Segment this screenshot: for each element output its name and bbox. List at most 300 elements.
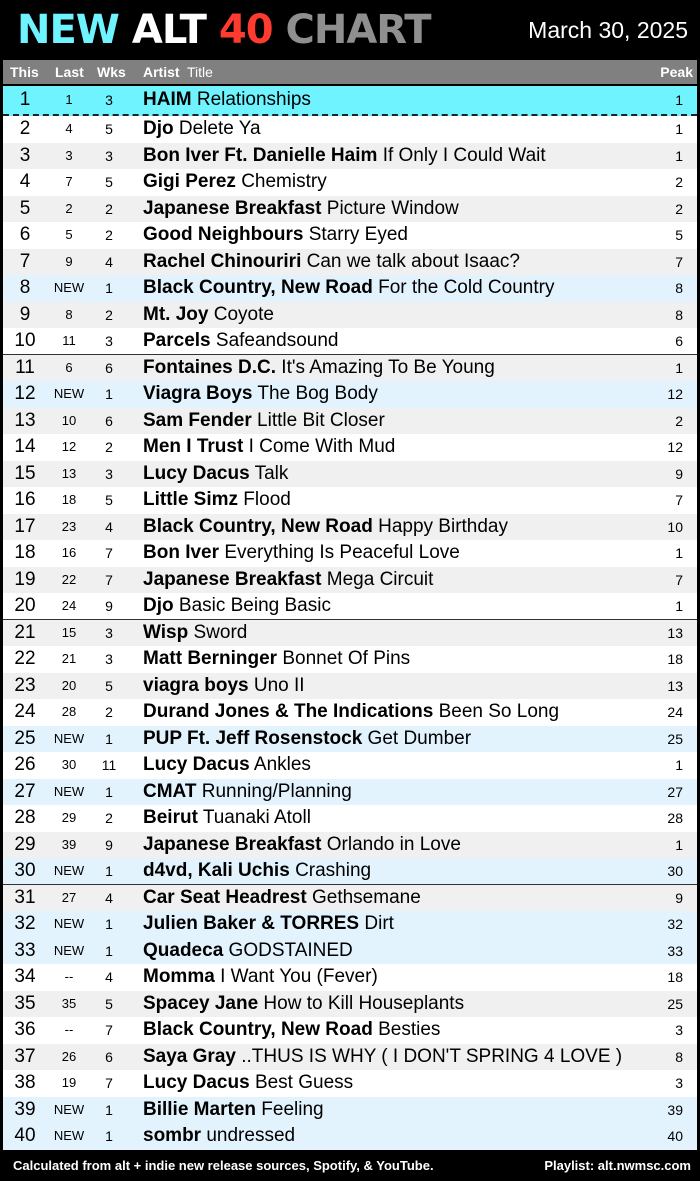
- footnote: Calculated from alt + indie new release sources, Spotify, & YouTube.: [13, 1158, 434, 1173]
- chart-footer: [0, 1150, 700, 1181]
- peak-position: 25: [667, 730, 683, 747]
- peak-position: 39: [667, 1101, 683, 1118]
- song: [143, 805, 311, 831]
- peak-position: 3: [675, 1075, 683, 1091]
- rank-last: 19: [61, 1075, 77, 1090]
- song: [143, 222, 408, 248]
- rank-last: 28: [61, 704, 77, 719]
- weeks-on-chart: 7: [105, 571, 113, 588]
- playlist-link[interactable]: Playlist: alt.nwmsc.com: [544, 1158, 691, 1173]
- rank-this: 16: [14, 489, 36, 510]
- peak-position: 9: [675, 889, 683, 906]
- song: [143, 355, 495, 381]
- song-title: Besties: [378, 1019, 441, 1040]
- weeks-on-chart: 3: [105, 333, 113, 349]
- artist-name: Little Simz: [143, 489, 239, 510]
- song-title: Coyote: [213, 303, 274, 325]
- rank-this: 9: [19, 303, 31, 325]
- rank-last: NEW: [53, 863, 85, 878]
- artist-name: Fontaines D.C.: [143, 356, 277, 378]
- song: [143, 86, 311, 114]
- artist-name: d4vd, Kali Uchis: [143, 860, 290, 881]
- rank-this: 10: [14, 330, 36, 351]
- weeks-on-chart: 3: [105, 92, 113, 108]
- rank-last: 22: [61, 571, 77, 587]
- song: [143, 461, 288, 487]
- table-row: [3, 381, 697, 408]
- artist-name: Mt. Joy: [143, 303, 209, 325]
- weeks-on-chart: 11: [101, 757, 117, 773]
- weeks-on-chart: 7: [105, 545, 113, 561]
- weeks-on-chart: 1: [105, 783, 113, 800]
- table-row: [3, 832, 697, 859]
- rank-last: NEW: [53, 1128, 85, 1143]
- rank-last: 5: [65, 227, 73, 242]
- rank-this: 39: [14, 1098, 36, 1120]
- title-word-chart: CHART: [285, 7, 431, 53]
- rank-this: 31: [14, 886, 36, 908]
- rank-this: 25: [14, 727, 36, 749]
- column-title: Title: [187, 64, 213, 80]
- peak-position: 7: [675, 571, 683, 588]
- artist-name: PUP Ft. Jeff Rosenstock: [143, 727, 363, 749]
- song-title: Ankles: [253, 754, 311, 775]
- peak-position: 3: [675, 1022, 683, 1038]
- peak-position: 1: [675, 147, 683, 164]
- rank-last: NEW: [53, 1101, 85, 1117]
- rank-last: 12: [61, 439, 77, 454]
- song: [143, 1070, 353, 1096]
- table-row: [3, 1070, 697, 1097]
- artist-name: HAIM: [143, 89, 192, 110]
- rank-last: --: [64, 1022, 74, 1037]
- table-row: [3, 991, 697, 1018]
- rank-this: 36: [14, 1019, 36, 1040]
- song-title: Mega Circuit: [326, 568, 434, 590]
- peak-position: 7: [675, 492, 683, 508]
- song-title: The Bog Body: [257, 383, 378, 404]
- song-title: Gethsemane: [311, 886, 421, 908]
- song-title: How to Kill Houseplants: [263, 992, 465, 1014]
- song: [143, 779, 352, 805]
- table-row: [3, 858, 697, 885]
- artist-name: Japanese Breakfast: [143, 833, 322, 855]
- artist-name: Durand Jones & The Indications: [143, 701, 434, 722]
- rank-last: 29: [61, 810, 77, 825]
- column-this: This: [10, 64, 39, 80]
- table-row: [3, 752, 697, 779]
- column-artist: Artist: [143, 64, 180, 80]
- peak-position: 1: [675, 836, 683, 853]
- artist-name: Billie Marten: [143, 1098, 256, 1120]
- rank-last: NEW: [53, 386, 85, 401]
- chart-title: [17, 6, 431, 54]
- song: [143, 699, 559, 725]
- artist-name: Saya Gray: [143, 1045, 236, 1067]
- weeks-on-chart: 1: [105, 730, 113, 747]
- rank-last: 6: [65, 359, 73, 375]
- rank-last: 24: [61, 598, 77, 613]
- song-title: Basic Being Basic: [178, 595, 331, 616]
- artist-name: Sam Fender: [143, 409, 252, 431]
- peak-position: 18: [667, 969, 683, 985]
- rank-last: 9: [65, 253, 73, 269]
- rank-this: 29: [14, 833, 36, 855]
- table-row: [3, 1017, 697, 1044]
- table-row: [3, 328, 697, 355]
- table-row: [3, 355, 697, 382]
- song: [143, 408, 385, 434]
- table-row: [3, 964, 697, 991]
- rank-last: 39: [61, 836, 77, 852]
- column-header-row: [3, 60, 697, 84]
- rank-this: 15: [14, 462, 36, 484]
- table-row: [3, 540, 697, 567]
- peak-position: 13: [667, 677, 683, 694]
- song: [143, 832, 461, 858]
- table-row: [3, 885, 697, 912]
- peak-position: 1: [675, 598, 683, 614]
- table-row: [3, 699, 697, 726]
- song-title: GODSTAINED: [228, 939, 353, 961]
- table-row: [3, 461, 697, 488]
- rank-last: 30: [61, 757, 77, 772]
- song: [143, 964, 378, 990]
- artist-name: Beirut: [143, 807, 198, 828]
- peak-position: 13: [667, 624, 683, 641]
- song: [143, 991, 464, 1017]
- song-title: Get Dumber: [367, 727, 472, 749]
- rank-this: 26: [14, 754, 36, 775]
- song: [143, 434, 395, 460]
- song-title: ..THUS IS WHY ( I DON'T SPRING 4 LOVE ): [241, 1045, 623, 1067]
- song-title: Little Bit Closer: [257, 409, 385, 431]
- rank-this: 4: [19, 171, 31, 192]
- rank-last: 21: [61, 651, 77, 666]
- peak-position: 8: [675, 280, 683, 296]
- song: [143, 487, 291, 513]
- artist-name: Parcels: [143, 330, 211, 351]
- song-title: Can we talk about Isaac?: [306, 250, 520, 272]
- artist-name: Bon Iver: [143, 542, 220, 563]
- weeks-on-chart: 1: [105, 1101, 113, 1118]
- song: [143, 1044, 622, 1070]
- song-title: I Want You (Fever): [220, 966, 378, 987]
- table-row: [3, 1044, 697, 1071]
- artist-name: viagra boys: [143, 674, 249, 696]
- table-row: [3, 620, 697, 647]
- weeks-on-chart: 1: [105, 280, 113, 296]
- weeks-on-chart: 7: [105, 1075, 113, 1091]
- artist-name: Lucy Dacus: [143, 1072, 250, 1093]
- rank-this: 14: [14, 436, 36, 457]
- weeks-on-chart: 1: [105, 916, 113, 932]
- table-row: [3, 938, 697, 965]
- chart-table: [3, 86, 697, 1150]
- artist-name: Good Neighbours: [143, 224, 304, 245]
- weeks-on-chart: 2: [105, 439, 113, 455]
- song: [143, 1097, 324, 1123]
- song-title: Bonnet Of Pins: [282, 648, 411, 669]
- song: [143, 620, 247, 646]
- rank-this: 23: [14, 674, 36, 696]
- artist-name: Japanese Breakfast: [143, 197, 322, 219]
- rank-this: 13: [14, 409, 36, 431]
- peak-position: 9: [675, 465, 683, 482]
- table-row: [3, 222, 697, 249]
- song: [143, 514, 508, 540]
- artist-name: CMAT: [143, 780, 197, 802]
- table-row: [3, 116, 697, 143]
- rank-last: 26: [61, 1048, 77, 1064]
- rank-this: 40: [14, 1125, 36, 1146]
- table-row: [3, 86, 697, 116]
- rank-last: 35: [61, 995, 77, 1011]
- artist-name: Lucy Dacus: [143, 754, 250, 775]
- rank-this: 2: [19, 118, 31, 139]
- weeks-on-chart: 4: [105, 518, 113, 535]
- table-row: [3, 514, 697, 541]
- song-title: Running/Planning: [201, 780, 352, 802]
- rank-last: 23: [61, 518, 77, 534]
- weeks-on-chart: 3: [105, 651, 113, 667]
- weeks-on-chart: 5: [105, 121, 113, 137]
- artist-name: Julien Baker & TORRES: [143, 913, 360, 934]
- song: [143, 858, 371, 884]
- rank-this: 34: [14, 966, 36, 987]
- chart-date: March 30, 2025: [528, 17, 688, 43]
- peak-position: 1: [675, 92, 683, 108]
- song-title: For the Cold Country: [378, 277, 555, 298]
- weeks-on-chart: 5: [105, 174, 113, 190]
- rank-last: NEW: [53, 916, 85, 931]
- song-title: Starry Eyed: [308, 224, 408, 245]
- rank-this: 19: [14, 568, 36, 590]
- table-row: [3, 196, 697, 223]
- peak-position: 33: [667, 942, 683, 959]
- song-title: Safeandsound: [215, 330, 339, 351]
- peak-position: 1: [675, 757, 683, 773]
- artist-name: Car Seat Headrest: [143, 886, 307, 908]
- rank-this: 12: [14, 383, 36, 404]
- song-title: Picture Window: [326, 197, 459, 219]
- title-word-alt: ALT: [131, 7, 206, 53]
- weeks-on-chart: 4: [105, 969, 113, 985]
- song-title: I Come With Mud: [248, 436, 396, 457]
- peak-position: 32: [667, 916, 683, 932]
- peak-position: 27: [667, 783, 683, 800]
- song: [143, 726, 471, 752]
- table-row: [3, 275, 697, 302]
- song-title: It's Amazing To Be Young: [281, 356, 495, 378]
- song-title: Happy Birthday: [378, 515, 508, 537]
- rank-this: 28: [14, 807, 36, 828]
- table-row: [3, 646, 697, 673]
- weeks-on-chart: 7: [105, 1022, 113, 1038]
- song-title: Relationships: [196, 89, 311, 110]
- peak-position: 2: [675, 412, 683, 429]
- rank-last: 27: [61, 889, 77, 905]
- rank-last: 7: [65, 174, 73, 189]
- rank-this: 24: [14, 701, 36, 722]
- song-title: Been So Long: [438, 701, 560, 722]
- artist-name: Black Country, New Road: [143, 1019, 373, 1040]
- peak-position: 7: [675, 253, 683, 270]
- rank-last: 2: [65, 200, 73, 216]
- column-wks: Wks: [97, 64, 126, 80]
- song-title: If Only I Could Wait: [382, 144, 546, 166]
- weeks-on-chart: 2: [105, 200, 113, 217]
- weeks-on-chart: 1: [105, 1128, 113, 1144]
- song-title: Delete Ya: [178, 118, 261, 139]
- song: [143, 567, 433, 593]
- artist-name: Black Country, New Road: [143, 277, 373, 298]
- song: [143, 328, 338, 354]
- song-title: Sword: [193, 621, 248, 643]
- artist-name: Bon Iver Ft. Danielle Haim: [143, 144, 378, 166]
- song-title: Feeling: [261, 1098, 324, 1120]
- rank-last: 4: [65, 121, 73, 136]
- weeks-on-chart: 2: [105, 227, 113, 243]
- column-peak: Peak: [660, 64, 693, 80]
- song-title: Crashing: [295, 860, 372, 881]
- weeks-on-chart: 1: [105, 386, 113, 402]
- table-row: [3, 169, 697, 196]
- rank-this: 3: [19, 144, 31, 166]
- weeks-on-chart: 3: [105, 624, 113, 641]
- weeks-on-chart: 3: [105, 147, 113, 164]
- table-row: [3, 567, 697, 594]
- weeks-on-chart: 5: [105, 677, 113, 694]
- artist-name: Black Country, New Road: [143, 515, 373, 537]
- weeks-on-chart: 2: [105, 704, 113, 720]
- song: [143, 752, 311, 778]
- peak-position: 1: [675, 545, 683, 561]
- table-row: [3, 911, 697, 938]
- rank-last: 18: [61, 492, 77, 507]
- table-row: [3, 1097, 697, 1124]
- song-title: Orlando in Love: [326, 833, 461, 855]
- table-row: [3, 1123, 697, 1150]
- song: [143, 885, 421, 911]
- rank-last: --: [64, 969, 74, 984]
- song: [143, 381, 378, 407]
- peak-position: 2: [675, 174, 683, 190]
- artist-name: Lucy Dacus: [143, 462, 250, 484]
- song-title: Uno II: [253, 674, 305, 696]
- table-row: [3, 673, 697, 700]
- rank-last: NEW: [53, 730, 85, 746]
- rank-this: 30: [14, 860, 36, 881]
- peak-position: 5: [675, 227, 683, 243]
- artist-name: Quadeca: [143, 939, 224, 961]
- song-title: Tuanaki Atoll: [202, 807, 311, 828]
- rank-last: 15: [61, 624, 77, 640]
- weeks-on-chart: 1: [105, 863, 113, 879]
- artist-name: Spacey Jane: [143, 992, 259, 1014]
- rank-last: 13: [61, 465, 77, 481]
- weeks-on-chart: 4: [105, 889, 113, 906]
- rank-last: NEW: [53, 280, 85, 295]
- rank-last: NEW: [53, 942, 85, 958]
- weeks-on-chart: 3: [105, 465, 113, 482]
- rank-last: NEW: [53, 783, 85, 799]
- table-row: [3, 805, 697, 832]
- song: [143, 116, 261, 142]
- song: [143, 143, 546, 169]
- artist-name: Djo: [143, 118, 174, 139]
- weeks-on-chart: 4: [105, 253, 113, 270]
- rank-last: 16: [61, 545, 77, 560]
- rank-this: 32: [14, 913, 36, 934]
- rank-this: 8: [19, 277, 31, 298]
- table-row: [3, 143, 697, 170]
- peak-position: 24: [667, 704, 683, 720]
- peak-position: 12: [667, 439, 683, 455]
- peak-position: 10: [667, 518, 683, 535]
- song: [143, 1123, 295, 1149]
- artist-name: Momma: [143, 966, 215, 987]
- peak-position: 6: [675, 333, 683, 349]
- rank-this: 27: [14, 780, 36, 802]
- table-row: [3, 302, 697, 329]
- song-title: Flood: [243, 489, 291, 510]
- rank-this: 20: [14, 595, 36, 616]
- peak-position: 1: [675, 359, 683, 376]
- song: [143, 275, 554, 301]
- table-row: [3, 408, 697, 435]
- weeks-on-chart: 6: [105, 359, 113, 376]
- song-title: Talk: [254, 462, 289, 484]
- song-title: Dirt: [364, 913, 394, 934]
- rank-this: 33: [14, 939, 36, 961]
- rank-last: 3: [65, 147, 73, 163]
- artist-name: Gigi Perez: [143, 171, 236, 192]
- table-row: [3, 593, 697, 620]
- song: [143, 938, 353, 964]
- song: [143, 540, 460, 566]
- title-word-new: NEW: [17, 7, 119, 53]
- song: [143, 646, 410, 672]
- artist-name: Men I Trust: [143, 436, 244, 457]
- table-row: [3, 434, 697, 461]
- weeks-on-chart: 5: [105, 995, 113, 1012]
- peak-position: 8: [675, 306, 683, 323]
- song: [143, 169, 327, 195]
- title-word-40: 40: [218, 7, 273, 53]
- weeks-on-chart: 2: [105, 810, 113, 826]
- rank-this: 18: [14, 542, 36, 563]
- song: [143, 673, 305, 699]
- rank-this: 5: [19, 197, 31, 219]
- rank-this: 35: [14, 992, 36, 1014]
- rank-last: 11: [62, 333, 76, 348]
- artist-name: Japanese Breakfast: [143, 568, 322, 590]
- weeks-on-chart: 1: [105, 942, 113, 959]
- song: [143, 911, 394, 937]
- table-row: [3, 487, 697, 514]
- rank-this: 6: [19, 224, 31, 245]
- song: [143, 1017, 440, 1043]
- weeks-on-chart: 2: [105, 306, 113, 323]
- song-title: Everything Is Peaceful Love: [224, 542, 460, 563]
- weeks-on-chart: 6: [105, 1048, 113, 1065]
- weeks-on-chart: 6: [105, 412, 113, 429]
- rank-this: 38: [14, 1072, 36, 1093]
- song-title: undressed: [206, 1125, 296, 1146]
- song-title: Best Guess: [254, 1072, 354, 1093]
- chart-header: [0, 0, 700, 60]
